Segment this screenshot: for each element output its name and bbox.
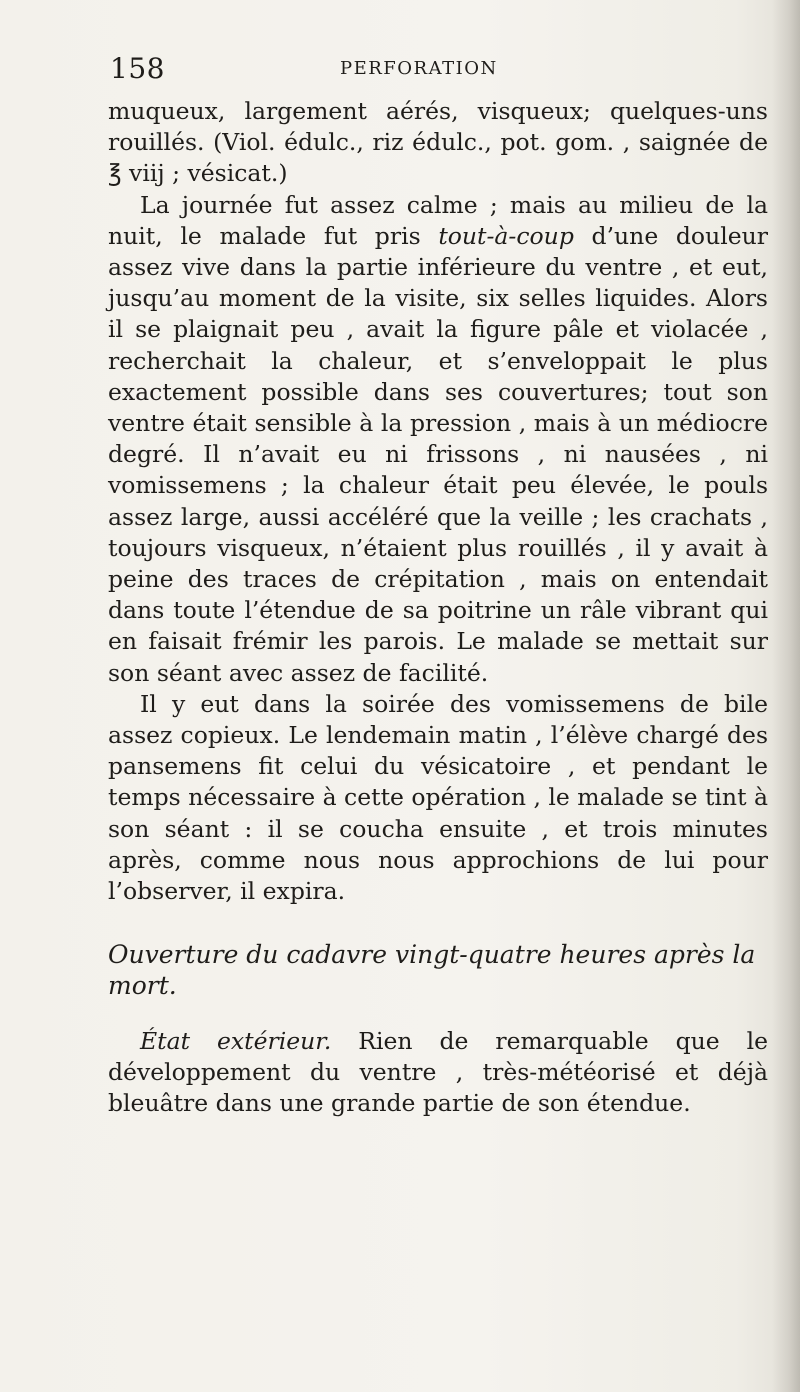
paragraph-2	[108, 190, 768, 689]
paragraph-4-label: État extérieur.	[140, 1026, 332, 1055]
paragraph-2-italic: tout-à-coup	[438, 221, 574, 250]
paragraph-2-part-2: d’une douleur assez vive dans la partie inférieure du ventre , et eut, jusqu’au moment de la visite, six selles liquides. Alors il se plaignait peu , avait la figure pâle et violacée , recherchait la chaleur, et s’enveloppait le plus exactement possible dans ses couvertures; tout son ventre était sensible à la pression , mais à un médiocre degré. Il n’avait eu ni frissons , ni nausées , ni vomissemens ; la chaleur était peu élevée, le pouls assez large, aussi accéléré que la veille ; les crachats , toujours visqueux, n’étaient plus rouillés , il y avait à peine des traces de crépitation , mais on entendait dans toute l’étendue de sa poitrine un râle vibrant qui en faisait frémir les parois. Le malade se mettait sur son séant avec assez de facilité.	[108, 221, 768, 687]
page-edge-shadow	[772, 0, 800, 1392]
paragraph-3: Il y eut dans la soirée des vomissemens de bile assez copieux. Le lendemain matin , l’élève chargé des pansemens fit celui du vésicatoire , et pendant le temps nécessaire à cette opération , le malade se tint à son séant : il se coucha ensuite , et trois minutes après, comme nous nous approchions de lui pour l’observer, il expira.	[108, 689, 768, 906]
page-header	[110, 52, 750, 88]
section-heading: Ouverture du cadavre vingt-quatre heures après la mort.	[108, 940, 756, 1001]
page-number: 158	[110, 52, 165, 85]
paragraph-4	[108, 1026, 768, 1120]
running-head: PERFORATION	[340, 58, 498, 79]
paragraph-2-part-1: La journée fut assez calme ; mais au milieu de la nuit, le malade fut pris	[108, 190, 768, 250]
body-text	[108, 96, 768, 1119]
paragraph-4-text: Rien de remarquable que le développement du ventre , très-météorisé et déjà bleuâtre dans une grande partie de son étendue.	[108, 1026, 768, 1118]
paragraph-1: muqueux, largement aérés, visqueux; quelques-uns rouillés. (Viol. édulc., riz édulc., pot. gom. , saignée de ℥ viij ; vésicat.)	[108, 97, 768, 188]
